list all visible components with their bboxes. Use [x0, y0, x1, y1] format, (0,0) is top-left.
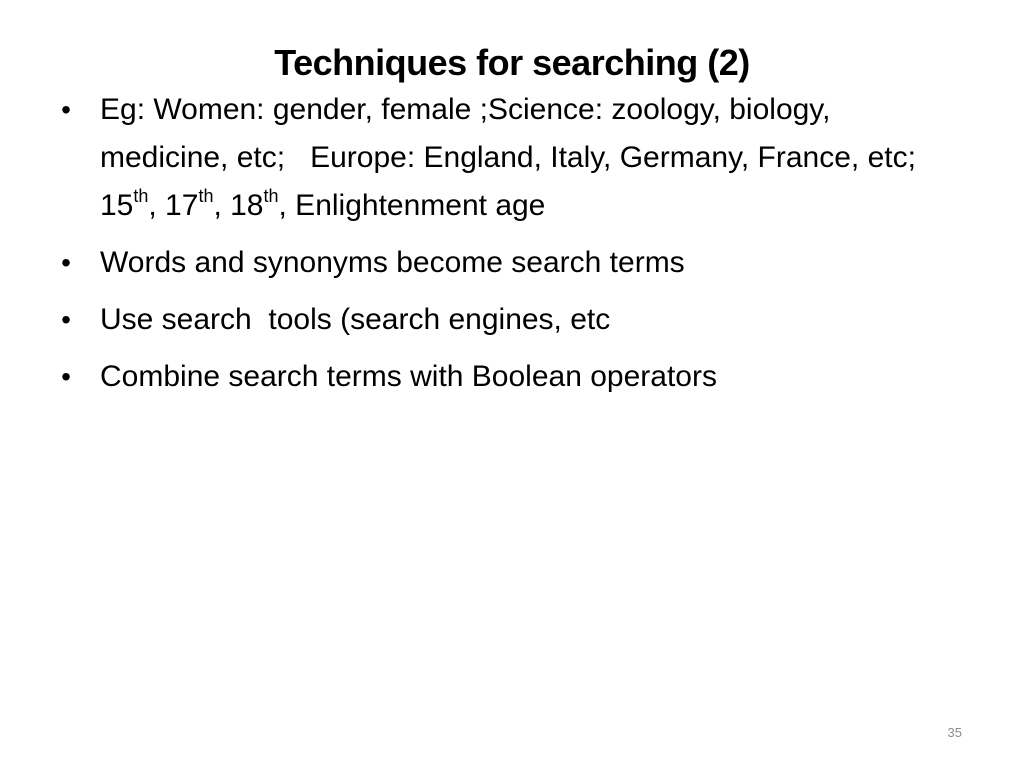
bullet-marker: • [61, 247, 71, 278]
bullet-marker: • [61, 94, 71, 125]
bullet-text: , 18 [213, 189, 264, 222]
bullet-item [56, 86, 956, 230]
bullet-text: Use search tools (search engines, etc [100, 303, 611, 336]
bullet-marker: • [61, 304, 71, 335]
bullet-item [56, 239, 956, 287]
bullet-item [56, 296, 956, 344]
bullet-item [56, 353, 956, 401]
bullet-list [56, 86, 956, 410]
page-number: 35 [947, 725, 962, 740]
ordinal-suffix: th [263, 186, 279, 206]
bullet-text: Words and synonyms become search terms [100, 246, 685, 279]
bullet-text: , Enlightenment age [278, 189, 546, 222]
bullet-marker: • [61, 361, 71, 392]
slide-title: Techniques for searching (2) [274, 42, 750, 83]
ordinal-suffix: th [133, 186, 149, 206]
ordinal-suffix: th [198, 186, 214, 206]
bullet-text: Combine search terms with Boolean operators [100, 360, 717, 393]
bullet-text: Eg: Women: gender, female ;Science: zoology, biology, medicine, etc; Europe: England, Italy, Germany, France, etc; 15 [100, 93, 916, 222]
bullet-text: , 17 [148, 189, 199, 222]
